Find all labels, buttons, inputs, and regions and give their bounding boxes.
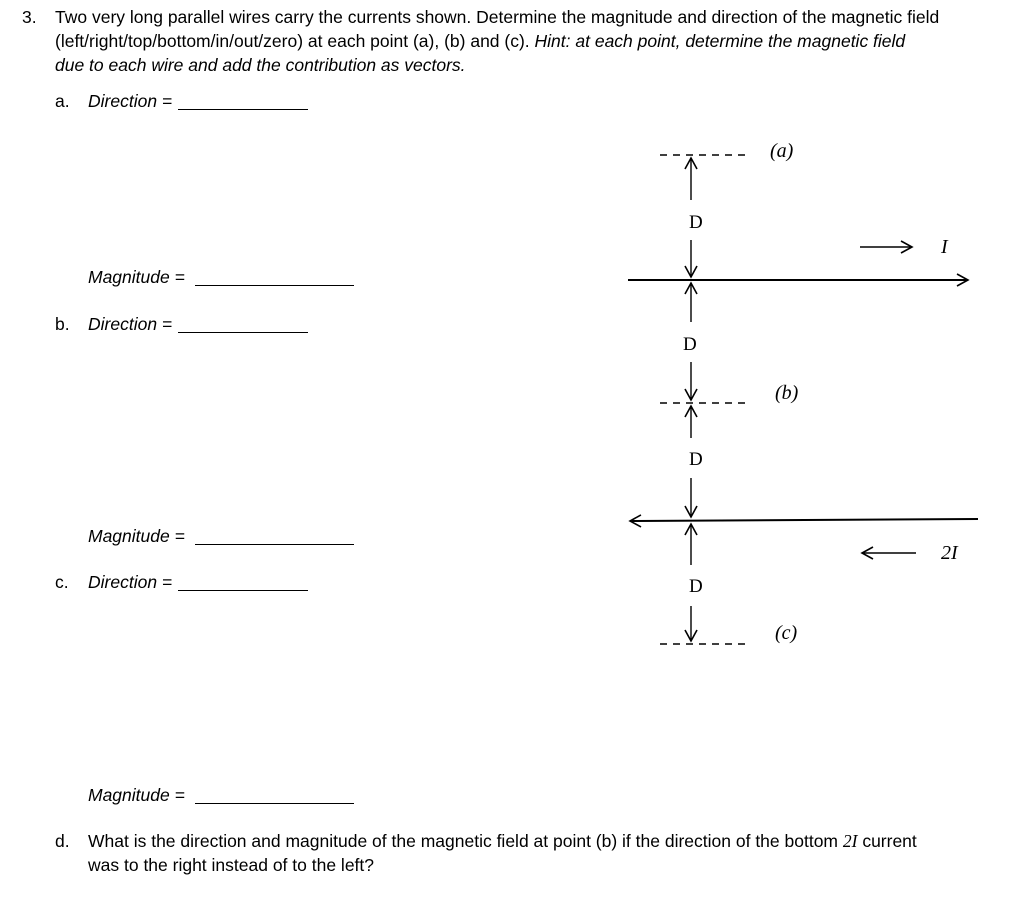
part-a-magnitude-label: Magnitude = [88, 267, 185, 287]
part-b-letter: b. [55, 314, 70, 334]
part-c-letter: c. [55, 572, 69, 592]
bottom-current-label: 2I [941, 542, 958, 564]
part-b-magnitude-label: Magnitude = [88, 526, 185, 546]
question-number: 3. [22, 7, 37, 27]
part-c-magnitude-label: Magnitude = [88, 785, 185, 805]
part-a-letter: a. [55, 91, 70, 111]
distance-label-2: D [683, 334, 697, 355]
part-d-line1-end: current [857, 831, 917, 851]
point-a-label: (a) [770, 140, 794, 162]
part-a-direction-label: Direction = [88, 91, 173, 111]
top-current-label: I [941, 236, 948, 258]
distance-label-4: D [689, 576, 703, 597]
point-b-label: (b) [775, 382, 799, 404]
question-intro-line1: Two very long parallel wires carry the currents shown. Determine the magnitude and direction of the magnetic field [55, 7, 940, 27]
point-c-label: (c) [775, 622, 798, 644]
part-d-current-variable: 2I [842, 831, 858, 851]
part-d-line2: was to the right instead of to the left? [88, 855, 375, 875]
part-d-letter: d. [55, 831, 70, 851]
part-b-direction-label: Direction = [88, 314, 173, 334]
distance-label-1: D [689, 212, 703, 233]
part-c-direction-label: Direction = [88, 572, 173, 592]
question-intro-line2-text: (left/right/top/bottom/in/out/zero) at each point (a), (b) and (c). [55, 31, 535, 51]
question-hint-part2: due to each wire and add the contribution as vectors. [55, 55, 466, 75]
bottom-wire [630, 519, 978, 521]
part-d-line1-text: What is the direction and magnitude of the magnetic field at point (b) if the direction of the bottom [88, 831, 843, 851]
question-hint-part1: Hint: at each point, determine the magnetic field [534, 31, 906, 51]
distance-label-3: D [689, 449, 703, 470]
